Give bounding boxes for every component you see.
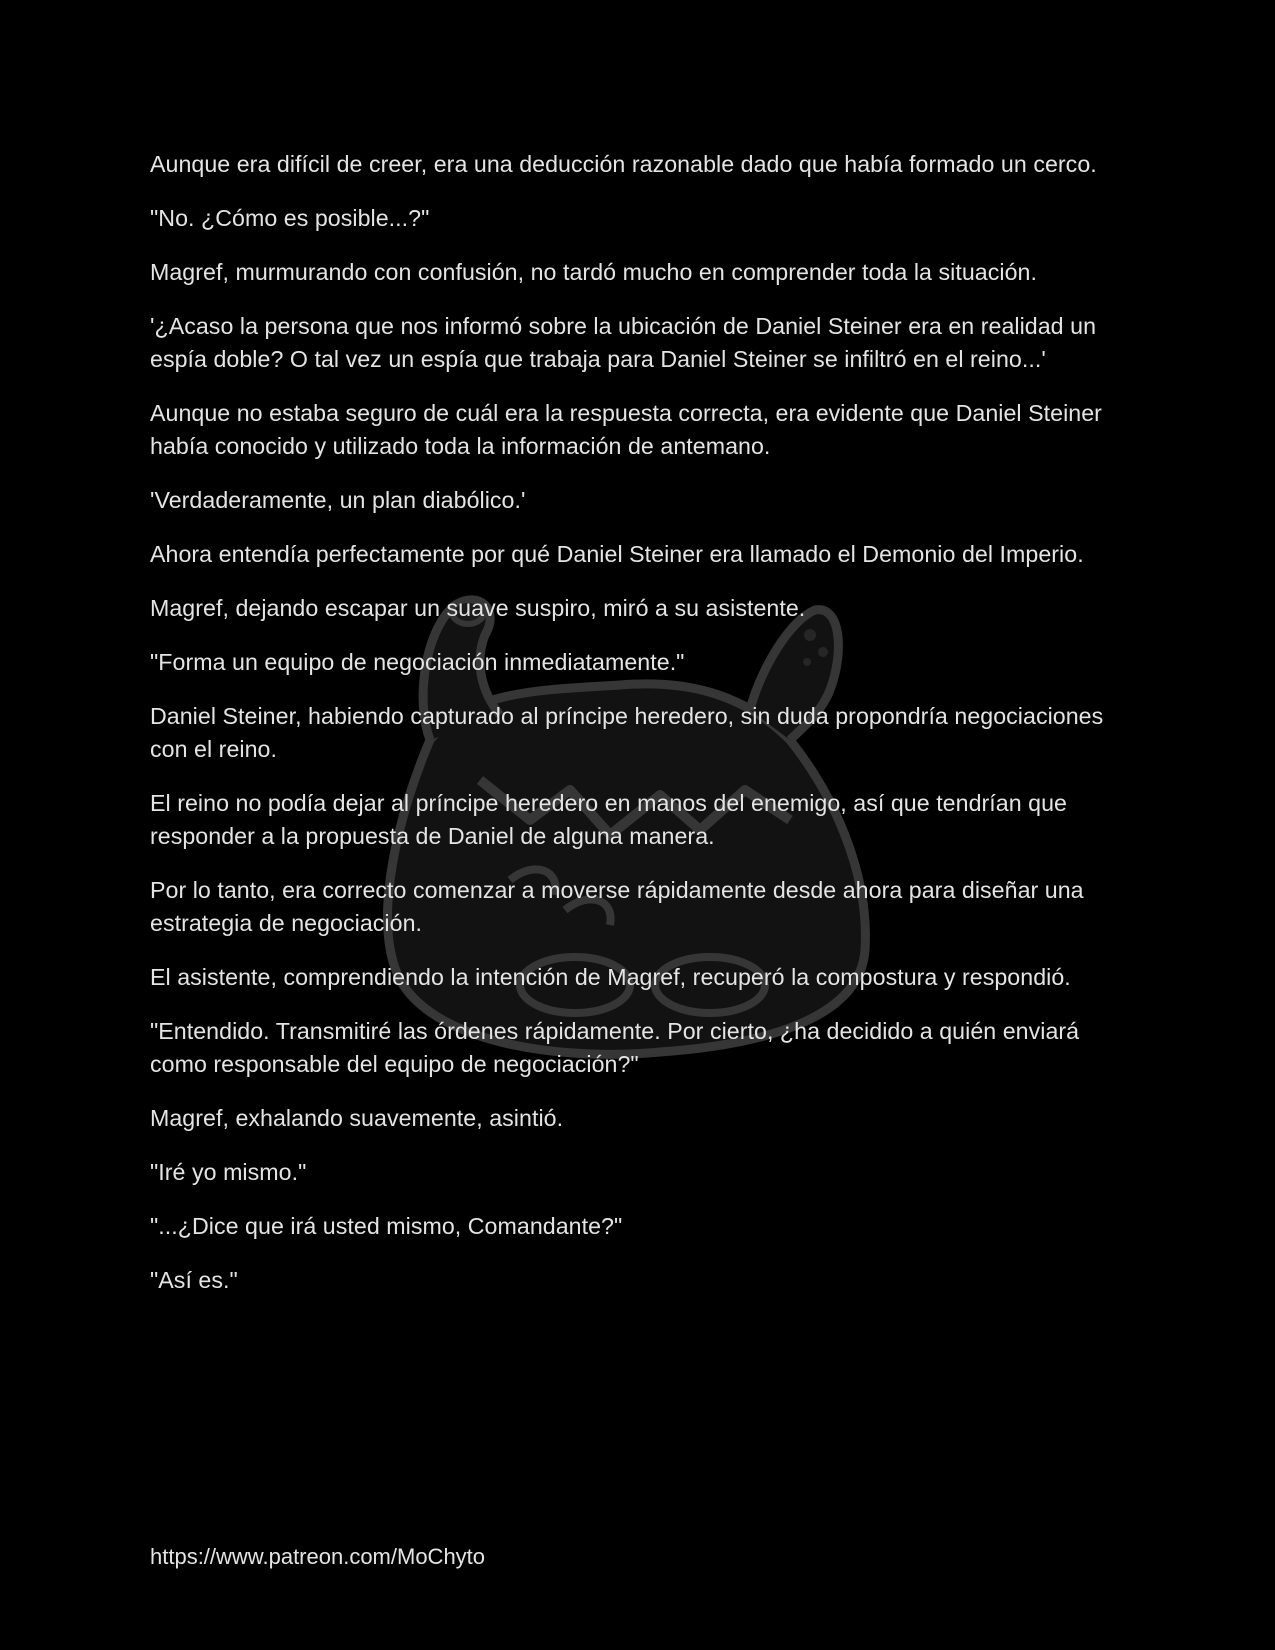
- paragraph: Por lo tanto, era correcto comenzar a moverse rápidamente desde ahora para diseñar una estrategia de negociación.: [150, 877, 1084, 936]
- chapter-text: [150, 148, 1110, 1318]
- paragraph: Ahora entendía perfectamente por qué Daniel Steiner era llamado el Demonio del Imperio.: [150, 541, 1084, 567]
- paragraph: "Forma un equipo de negociación inmediatamente.": [150, 649, 685, 675]
- paragraph: Magref, murmurando con confusión, no tardó mucho en comprender toda la situación.: [150, 259, 1037, 285]
- patreon-link[interactable]: https://www.patreon.com/MoChyto: [150, 1544, 486, 1569]
- paragraph: Daniel Steiner, habiendo capturado al príncipe heredero, sin duda propondría negociaciones con el reino.: [150, 703, 1104, 762]
- paragraph: "Así es.": [150, 1267, 238, 1293]
- paragraph: Aunque no estaba seguro de cuál era la respuesta correcta, era evidente que Daniel Steiner había conocido y utilizado toda la información de antemano.: [150, 400, 1102, 459]
- paragraph: Aunque era difícil de creer, era una deducción razonable dado que había formado un cerco.: [150, 151, 1097, 177]
- paragraph: "No. ¿Cómo es posible...?": [150, 205, 430, 231]
- paragraph: "Iré yo mismo.": [150, 1159, 307, 1185]
- paragraph: Magref, exhalando suavemente, asintió.: [150, 1105, 564, 1131]
- paragraph: "Entendido. Transmitiré las órdenes rápidamente. Por cierto, ¿ha decidido a quién enviará como responsable del equipo de negociación?": [150, 1018, 1080, 1077]
- paragraph: El reino no podía dejar al príncipe heredero en manos del enemigo, así que tendrían que responder a la propuesta de Daniel de alguna manera.: [150, 790, 1068, 849]
- paragraph: '¿Acaso la persona que nos informó sobre la ubicación de Daniel Steiner era en realidad un espía doble? O tal vez un espía que trabaja para Daniel Steiner se infiltró en el reino...': [150, 313, 1097, 372]
- paragraph: "...¿Dice que irá usted mismo, Comandante?": [150, 1213, 623, 1239]
- paragraph: El asistente, comprendiendo la intención de Magref, recuperó la compostura y respondió.: [150, 964, 1071, 990]
- paragraph: 'Verdaderamente, un plan diabólico.': [150, 487, 526, 513]
- paragraph: Magref, dejando escapar un suave suspiro, miró a su asistente.: [150, 595, 806, 621]
